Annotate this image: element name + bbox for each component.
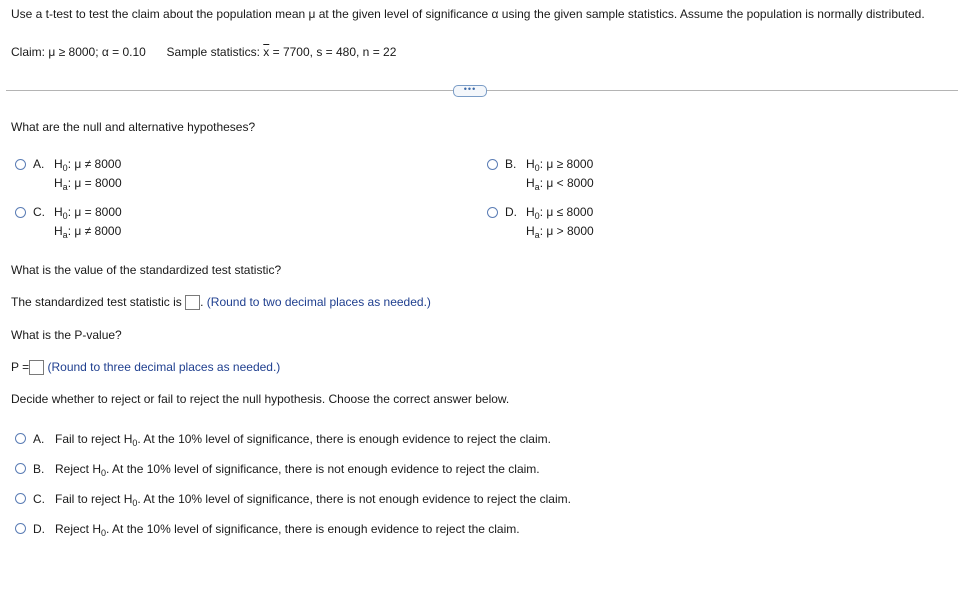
radio-decision-b[interactable] [15, 463, 26, 474]
test-statistic-prefix: The standardized test statistic is [11, 295, 182, 309]
decision-c-text: Fail to reject $H_0$. At the 10% level of significance, there is not enough evidence to reject the claim. [55, 492, 571, 508]
radio-hyp-a[interactable] [15, 159, 26, 170]
option-letter: C. [33, 492, 45, 506]
radio-decision-d[interactable] [15, 523, 26, 534]
expand-more-button[interactable]: ••• [453, 85, 487, 97]
test-statistic-question: What is the value of the standardized test statistic? [11, 263, 282, 277]
problem-statement: Use a t-test to test the claim about the population mean μ at the given level of significance α using the given sample statistics. Assume the population is normally distributed. [11, 7, 925, 21]
hyp-a-null: μ ≠ 8000 [74, 157, 122, 171]
hyp-d-alt: μ > 8000 [546, 224, 594, 238]
test-statistic-line: The standardized test statistic is . (Round to two decimal places as needed.) [11, 295, 431, 309]
hyp-b-alt: μ < 8000 [546, 176, 594, 190]
xbar-symbol: $\overline{x}$ [263, 45, 270, 59]
p-value-hint: (Round to three decimal places as needed.) [47, 360, 281, 374]
claim-label: Claim: [11, 45, 46, 59]
hyp-c-alt: μ ≠ 8000 [74, 224, 122, 238]
test-statistic-hint: (Round to two decimal places as needed.) [206, 295, 431, 309]
sample-stats-label: Sample statistics: [166, 45, 260, 59]
option-letter: A. [33, 157, 45, 171]
hyp-d-text: $H_0$: μ ≤ 8000 $H_a$: μ > 8000 [526, 205, 594, 240]
hyp-c-null: μ = 8000 [74, 205, 122, 219]
option-letter: D. [33, 522, 45, 536]
radio-hyp-b[interactable] [487, 159, 498, 170]
hyp-d-null: μ ≤ 8000 [546, 205, 594, 219]
decision-b-text: Reject $H_0$. At the 10% level of significance, there is not enough evidence to reject the claim. [55, 462, 540, 478]
hypotheses-question: What are the null and alternative hypotheses? [11, 120, 256, 134]
radio-hyp-c[interactable] [15, 207, 26, 218]
p-value-prefix: P = [11, 360, 30, 374]
hyp-b-null: μ ≥ 8000 [546, 157, 594, 171]
p-value-question: What is the P-value? [11, 328, 122, 342]
decision-question: Decide whether to reject or fail to reject the null hypothesis. Choose the correct answer below. [11, 392, 510, 406]
radio-decision-a[interactable] [15, 433, 26, 444]
hyp-b-text: $H_0$: μ ≥ 8000 $H_a$: μ < 8000 [526, 157, 594, 192]
decision-a-text: Fail to reject $H_0$. At the 10% level of significance, there is enough evidence to reject the claim. [55, 432, 551, 448]
option-letter: C. [33, 205, 45, 219]
decision-d-text: Reject $H_0$. At the 10% level of significance, there is enough evidence to reject the claim. [55, 522, 520, 538]
hyp-a-alt: μ = 8000 [74, 176, 122, 190]
claim-line [11, 45, 396, 59]
hyp-c-text: $H_0$: μ = 8000 $H_a$: μ ≠ 8000 [54, 205, 122, 240]
p-value-line [11, 360, 280, 375]
option-letter: A. [33, 432, 45, 446]
p-value-input[interactable] [29, 360, 44, 375]
option-letter: B. [33, 462, 45, 476]
test-statistic-input[interactable] [185, 295, 200, 310]
radio-decision-c[interactable] [15, 493, 26, 504]
option-letter: D. [505, 205, 517, 219]
sample-stats-text: = 7700, s = 480, n = 22 [272, 45, 397, 59]
radio-hyp-d[interactable] [487, 207, 498, 218]
claim-text: μ ≥ 8000; α = 0.10 [48, 45, 146, 59]
hyp-a-text: $H_0$: μ ≠ 8000 $H_a$: μ = 8000 [54, 157, 122, 192]
option-letter: B. [505, 157, 517, 171]
